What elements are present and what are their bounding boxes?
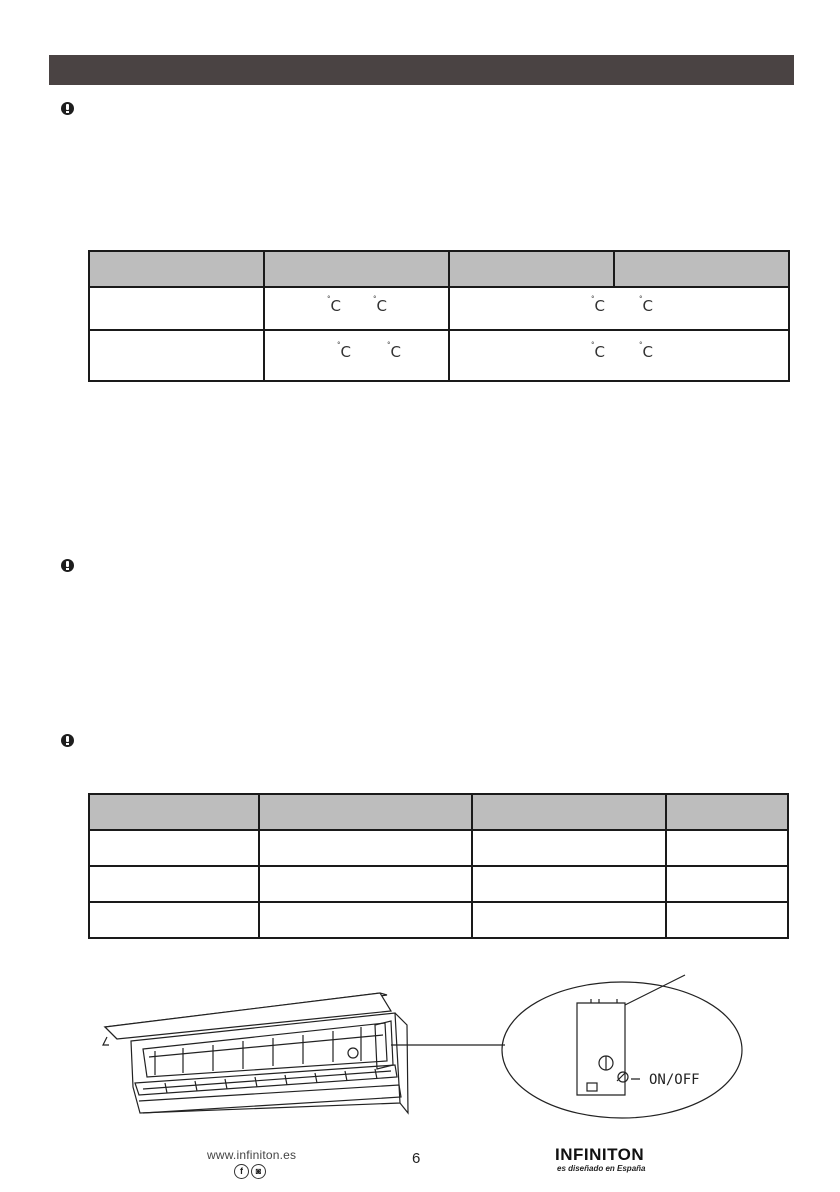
operation-table — [88, 793, 789, 939]
header-cell — [259, 794, 472, 830]
warning-icon — [61, 559, 74, 572]
header-cell — [666, 794, 788, 830]
brand-logo: INFINITON — [555, 1145, 645, 1164]
header-cell — [264, 251, 449, 287]
header-cell — [449, 251, 614, 287]
facebook-icon[interactable]: f — [234, 1164, 249, 1179]
table-cell — [89, 830, 259, 866]
table-cell — [472, 866, 666, 902]
degree-mark: °C — [639, 341, 653, 361]
table-cell — [259, 830, 472, 866]
table-cell — [666, 902, 788, 938]
table-cell — [449, 330, 789, 381]
table-cell — [259, 866, 472, 902]
degree-mark: °C — [373, 295, 387, 315]
degree-mark: °C — [387, 341, 401, 361]
brand-tagline: es diseñado en España — [557, 1164, 646, 1173]
table-cell — [472, 830, 666, 866]
table-cell — [666, 830, 788, 866]
table-cell — [89, 866, 259, 902]
header-cell — [472, 794, 666, 830]
degree-mark: °C — [337, 341, 351, 361]
footer-website-link[interactable]: www.infiniton.es — [207, 1148, 297, 1162]
row-label-cell — [89, 287, 264, 330]
warning-icon — [61, 734, 74, 747]
instagram-icon[interactable]: ◙ — [251, 1164, 266, 1179]
row-label-cell — [89, 330, 264, 381]
degree-mark: °C — [639, 295, 653, 315]
table-cell — [472, 902, 666, 938]
table-cell — [264, 287, 449, 330]
table-cell — [264, 330, 449, 381]
table-cell — [666, 866, 788, 902]
degree-mark: °C — [327, 295, 341, 315]
indoor-unit-drawing — [103, 975, 742, 1118]
table-cell — [259, 902, 472, 938]
section-header-bar — [49, 55, 794, 85]
temperature-table — [88, 250, 790, 382]
degree-mark: °C — [591, 295, 605, 315]
on-off-label: ON/OFF — [649, 1072, 700, 1088]
table-cell — [449, 287, 789, 330]
page-number: 6 — [412, 1150, 421, 1167]
indoor-unit-diagram — [95, 965, 755, 1130]
header-cell — [614, 251, 789, 287]
header-cell — [89, 794, 259, 830]
diagonal-header-cell — [89, 251, 264, 287]
degree-mark: °C — [591, 341, 605, 361]
warning-icon — [61, 102, 74, 115]
table-cell — [89, 902, 259, 938]
